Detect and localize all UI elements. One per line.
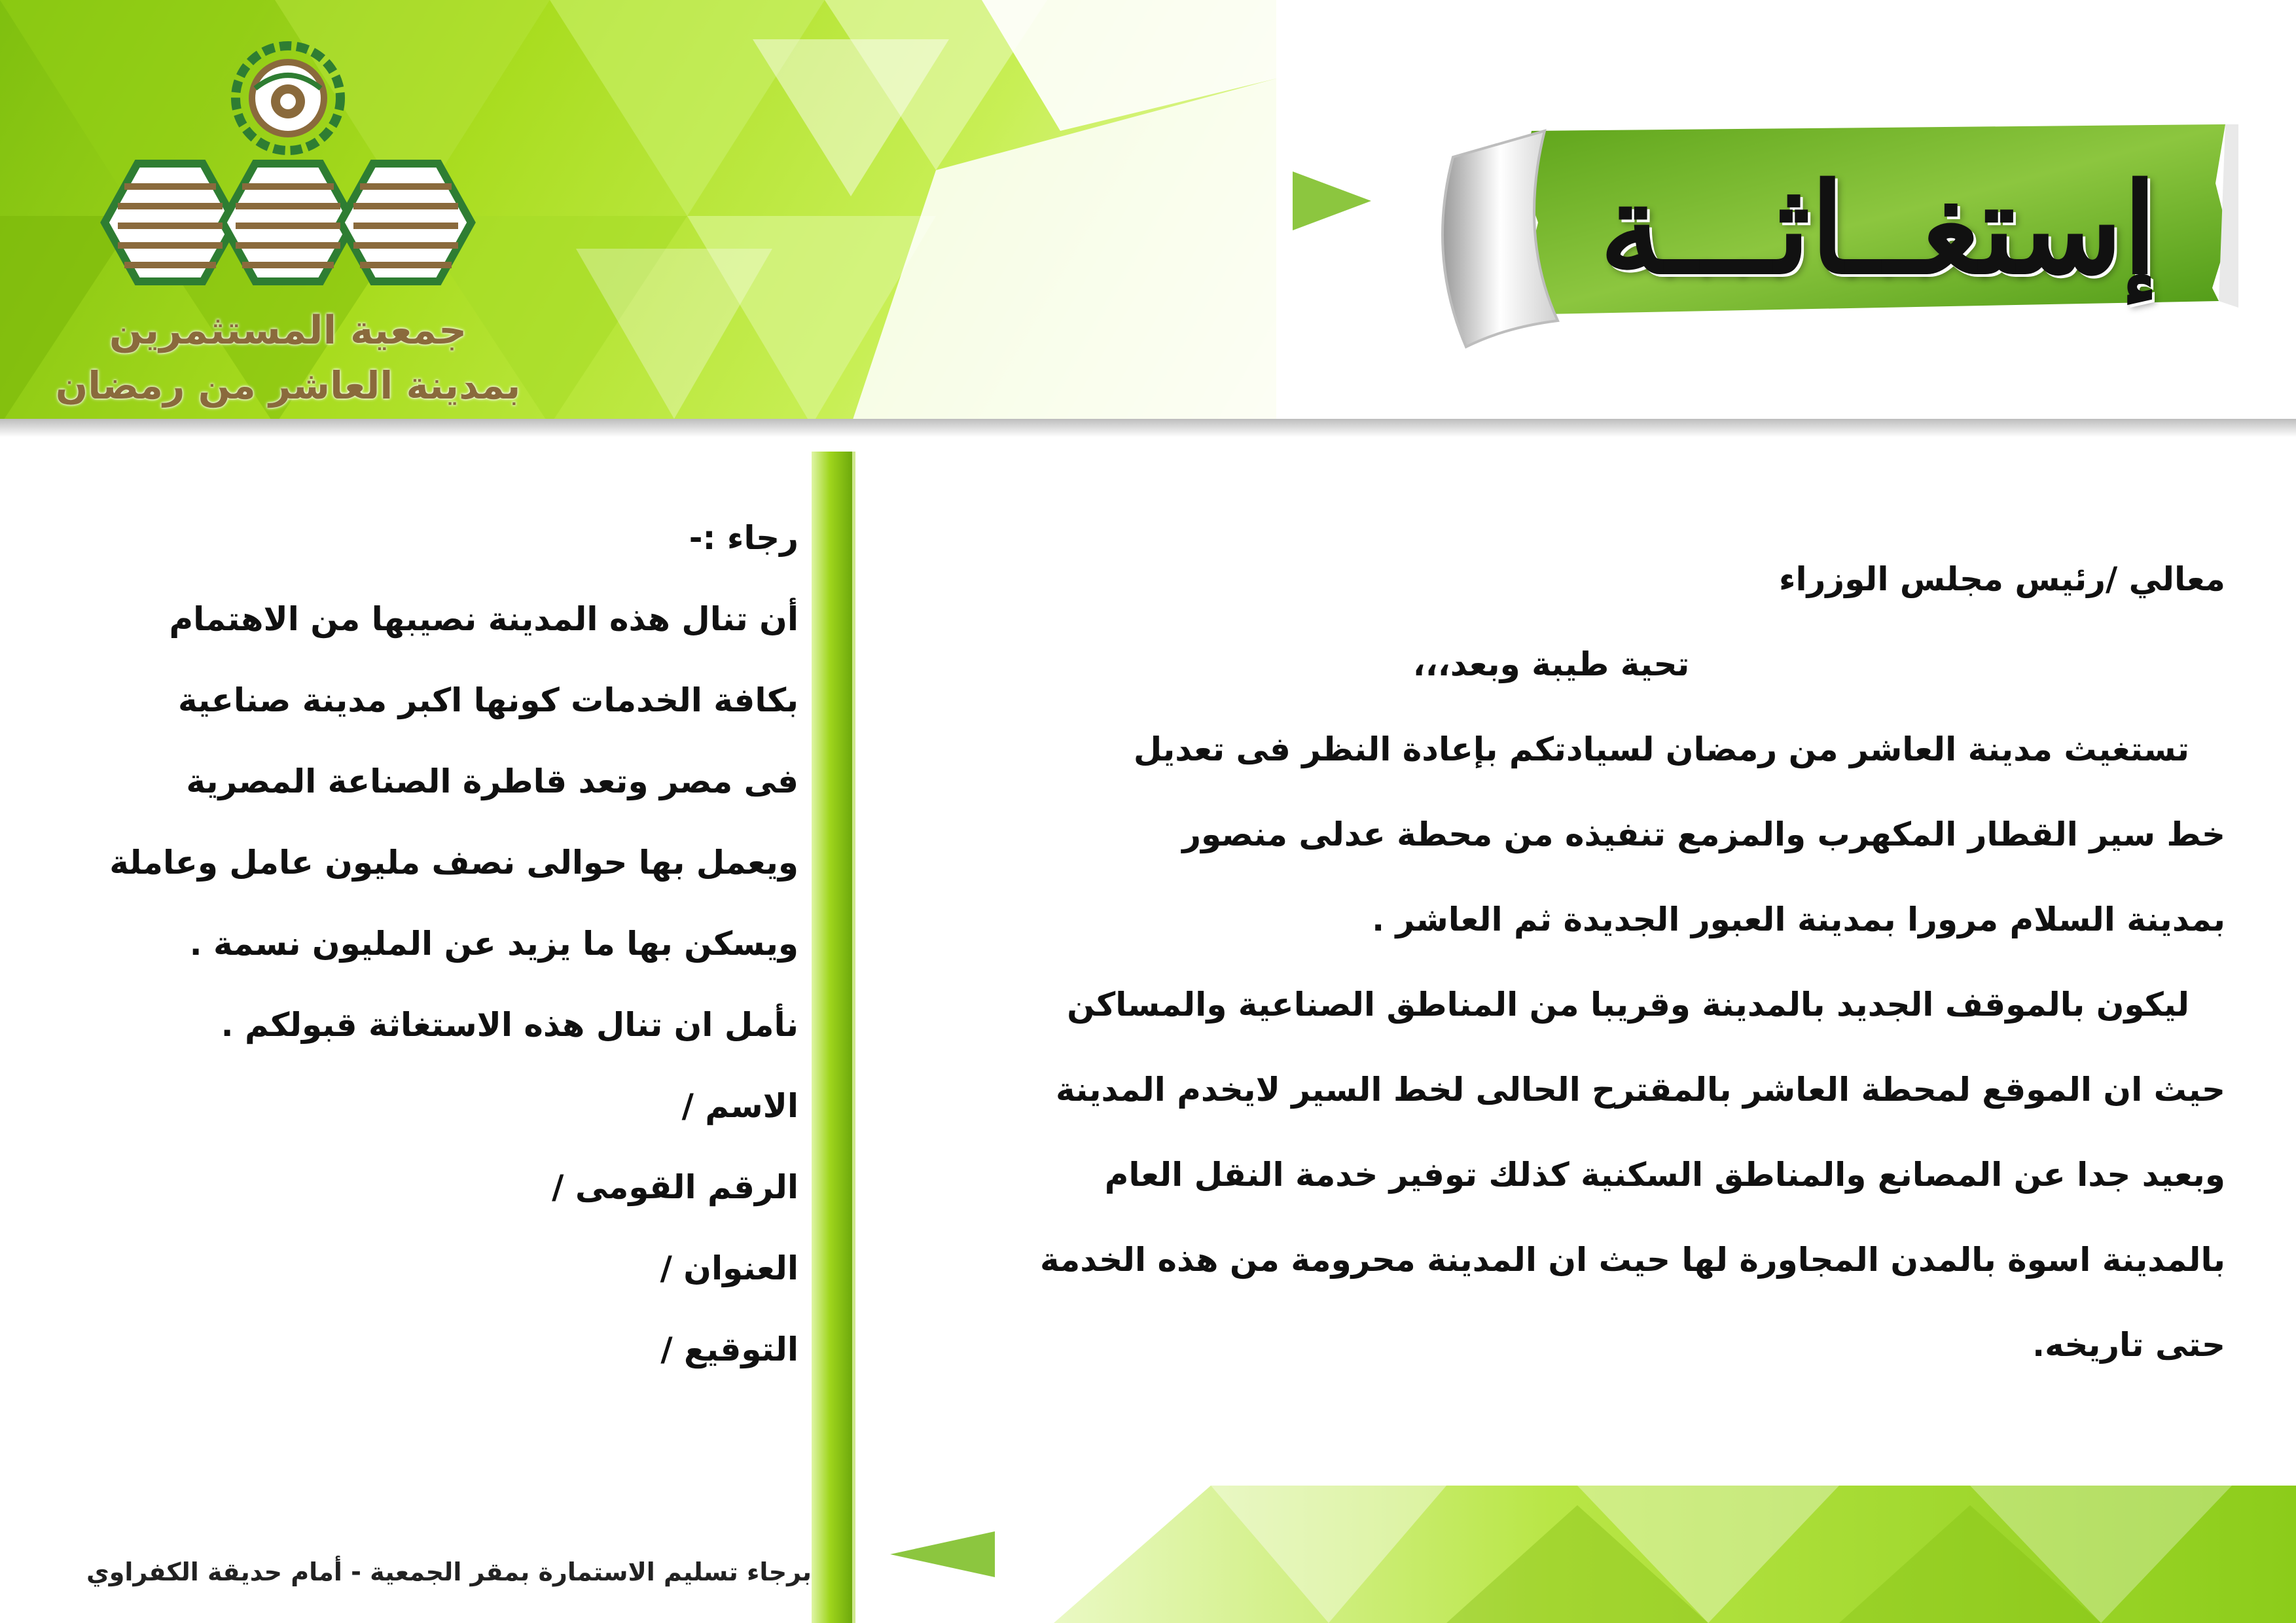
request-line: بكافة الخدمات كونها اكبر مدينة صناعية	[178, 681, 798, 719]
request-line: فى مصر وتعد قاطرة الصناعة المصرية	[186, 762, 798, 800]
letter-line: وبعيد جدا عن المصانع والمناطق السكنية كذلك توفير خدمة النقل العام	[1104, 1156, 2225, 1194]
letter-line: حيث ان الموقع لمحطة العاشر بالمقترح الحالى لخط السير لايخدم المدينة	[1056, 1071, 2225, 1109]
signature-field[interactable]: التوقيع /	[660, 1330, 798, 1368]
letter-line: ليكون بالموقف الجديد بالمدينة وقريبا من المناطق الصناعية والمساكن	[1067, 986, 2189, 1024]
title-banner	[1283, 105, 2238, 366]
national-id-field[interactable]: الرقم القومى /	[552, 1168, 798, 1206]
organization-logo	[79, 26, 497, 301]
request-heading: رجاء :-	[689, 519, 798, 557]
letter-line: بمدينة السلام مرورا بمدينة العبور الجديدة ثم العاشر .	[1372, 901, 2225, 938]
request-line: أن تنال هذه المدينة نصيبها من الاهتمام	[169, 600, 798, 638]
request-line: ويعمل بها حوالى نصف مليون عامل وعاملة	[109, 844, 798, 882]
bottom-triangle-pattern	[857, 1486, 2296, 1623]
salutation: معالي /رئيس مجلس الوزراء	[1778, 560, 2225, 598]
request-line: ويسكن بها ما يزيد عن المليون نسمة .	[189, 925, 798, 963]
address-field[interactable]: العنوان /	[660, 1249, 798, 1287]
header-shadow	[0, 419, 2296, 437]
request-section	[26, 497, 798, 1390]
arrow-left-icon	[890, 1531, 995, 1577]
organization-city: بمدينة العاشر من رمضان	[55, 363, 521, 408]
organization-name: جمعية المستثمرين	[109, 308, 467, 353]
letter-line: تستغيث مدينة العاشر من رمضان لسيادتكم بإعادة النظر فى تعديل	[1133, 730, 2189, 768]
request-line: نأمل ان تنال هذه الاستغاثة قبولكم .	[221, 1006, 798, 1044]
bottom-decoration	[857, 1486, 2296, 1623]
greeting: تحية طيبة وبعد،،،	[1412, 645, 1690, 683]
letter-line: حتى تاريخه.	[2032, 1326, 2225, 1364]
letter-section	[877, 537, 2225, 1387]
footer-note: برجاء تسليم الاستمارة بمقر الجمعية - أمام حديقة الكفراوي	[86, 1558, 812, 1586]
page-title: إستغــاثـــة	[1600, 156, 2157, 302]
column-divider-line	[852, 452, 855, 1623]
column-divider	[812, 452, 852, 1623]
letter-line: خط سير القطار المكهرب والمزمع تنفيذه من محطة عدلى منصور	[1182, 815, 2225, 853]
letter-line: بالمدينة اسوة بالمدن المجاورة لها حيث ان المدينة محرومة من هذه الخدمة	[1039, 1241, 2225, 1279]
name-field[interactable]: الاسم /	[681, 1087, 798, 1125]
